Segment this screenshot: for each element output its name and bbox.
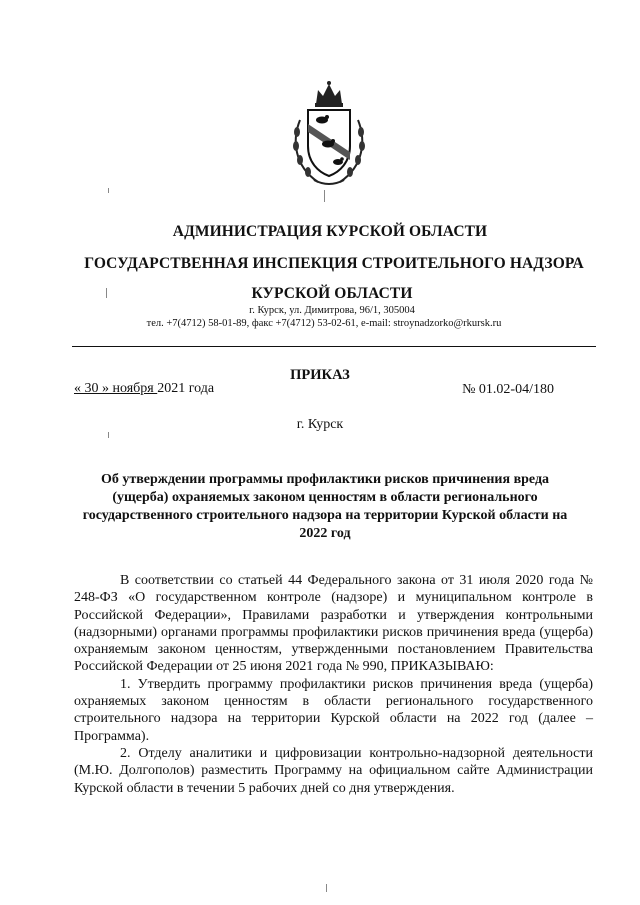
kursk-coat-of-arms-emblem bbox=[288, 80, 370, 188]
date-year: 2021 года bbox=[157, 381, 215, 396]
contact-line: тел. +7(4712) 58-01-89, факс +7(4712) 53-02-61, e-mail: stroynadzorko@rkursk.ru bbox=[146, 318, 502, 329]
inspection-title: ГОСУДАРСТВЕННАЯ ИНСПЕКЦИЯ СТРОИТЕЛЬНОГО НАДЗОРА bbox=[84, 255, 584, 272]
order-date bbox=[74, 381, 214, 397]
scan-mark bbox=[324, 190, 325, 202]
order-subject: Об утверждении программы профилактики рисков причинения вреда (ущерба) охраняемых законом ценностям в области регионального государственного строительного надзора на территории Курской области на 2022 год bbox=[82, 472, 568, 541]
item-1-paragraph: 1. Утвердить программу профилактики рисков причинения вреда (ущерба) охраняемых законом ценностям в области регионального государственного строительного надзора на территории Курской области на 2022 год (далее – Программа). bbox=[74, 676, 593, 744]
order-number: № 01.02-04/180 bbox=[462, 382, 554, 397]
date-close-quote: » bbox=[102, 381, 109, 396]
administration-title: АДМИНИСТРАЦИЯ КУРСКОЙ ОБЛАСТИ bbox=[172, 223, 488, 240]
item-2-paragraph: 2. Отделу аналитики и цифровизации контрольно-надзорной деятельности (М.Ю. Долгополов) разместить Программу на официальном сайте Администрации Курской области в течении 5 рабочих дней со дня утверждения. bbox=[74, 745, 593, 796]
date-month: ноября bbox=[109, 381, 158, 396]
order-city: г. Курск bbox=[296, 417, 344, 432]
postal-address: г. Курск, ул. Димитрова, 96/1, 305004 bbox=[249, 305, 415, 316]
order-title: ПРИКАЗ bbox=[290, 367, 350, 383]
scan-mark bbox=[106, 288, 107, 298]
date-day: 30 bbox=[81, 381, 102, 396]
intro-paragraph: В соответствии со статьей 44 Федерального закона от 31 июля 2020 года № 248-ФЗ «О государственном контроле (надзоре) и муниципальном контроле в Российской Федерации», Правилами разработки и утверждения контрольными (надзорными) органами программы профилактики рисков причинения вреда (ущерба) охраняемым законом ценностям, утвержденными постановлением Правительства Российской Федерации от 25 июня 2021 года № 990, ПРИКАЗЫВАЮ: bbox=[74, 573, 593, 675]
scan-mark bbox=[108, 432, 109, 438]
header-divider bbox=[72, 346, 596, 347]
region-title: КУРСКОЙ ОБЛАСТИ bbox=[251, 285, 413, 302]
order-body bbox=[74, 572, 593, 797]
scan-mark bbox=[108, 188, 109, 193]
date-open-quote: « bbox=[74, 381, 81, 396]
scan-mark bbox=[326, 884, 327, 892]
